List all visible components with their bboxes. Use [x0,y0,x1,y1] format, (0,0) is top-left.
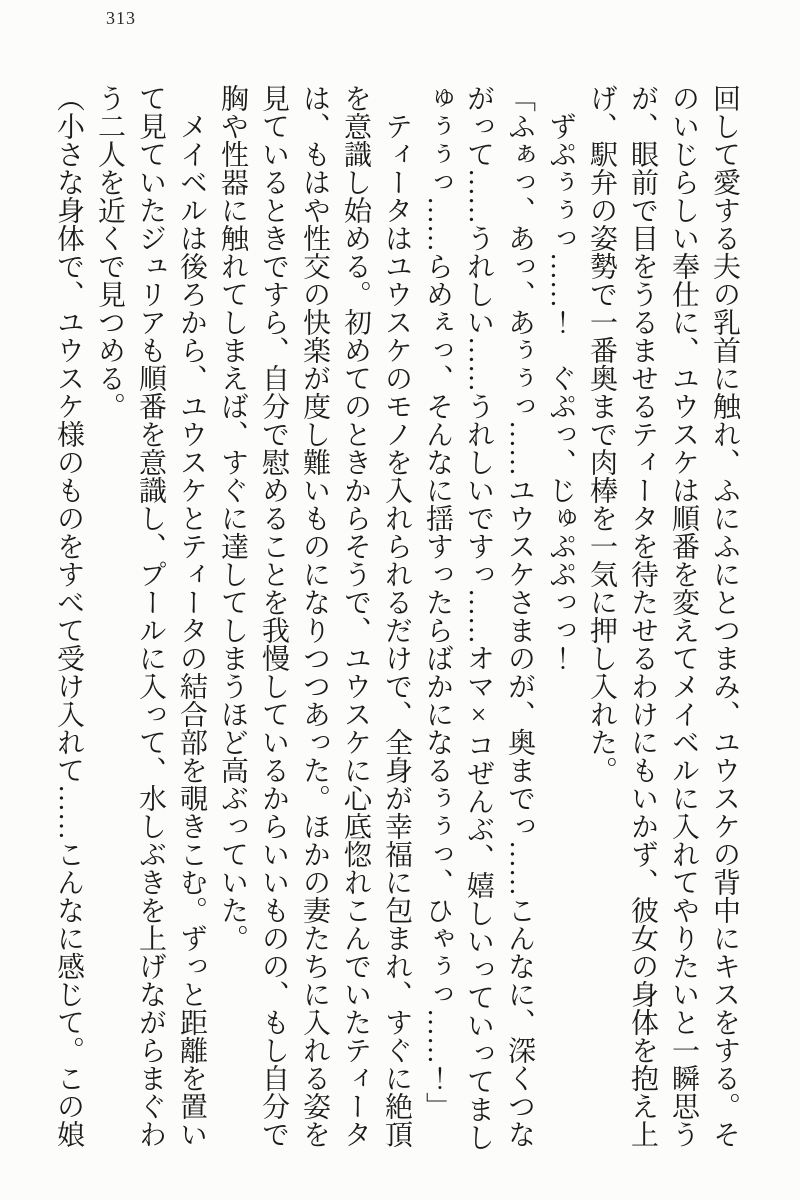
text-line: う二人を近くで見つめる。 [94,84,125,420]
text-line: ゅぅぅっ……らめぇっ、そんなに揺すったらばかになるぅぅっ、ひゃぅっ……！」 [422,84,453,1120]
text-line: が、眼前で目をうるませるティータを待たせるわけにもいかず、彼女の身体を抱え上 [627,84,658,1148]
text-line: のいじらしい奉仕に、ユウスケは順番を変えてメイベルに入れてやりたいと一瞬思う [668,84,699,1148]
text-line: 見ているときですら、自分で慰めることを我慢しているからいいものの、もし自分で [258,84,289,1148]
text-line: は、もはや性交の快楽が度し難いものになりつつあった。ほかの妻たちに入れる姿を [299,84,330,1148]
text-line: がって……うれしい……うれしいですっ……オマ×コぜんぶ、嬉しいっていってまし [463,84,494,1151]
text-line: て見ていたジュリアも順番を意識し、プールに入って、水しぶきを上げながらまぐわ [135,84,166,1148]
text-line: ずぷぅぅっ……！ ぐぷっ、じゅぷぷっっ！ [545,84,576,672]
text-line: （小さな身体で、ユウスケ様のものをすべて受け入れて……こんなに感じて。この娘 [53,84,84,1148]
text-line: を意識し始める。初めてのときからそうで、ユウスケに心底惚れこんでいたティータ [340,84,371,1148]
text-line: 「ふぁっ、あっ、あぅぅっ……ユウスケさまのが、奥までっ……こんなに、深くつな [504,84,535,1148]
text-line: 胸や性器に触れてしまえば、すぐに達してしまうほど高ぶっていた。 [217,84,248,952]
text-line: げ、駅弁の姿勢で一番奥まで肉棒を一気に押し入れた。 [586,84,617,784]
vertical-text-block [48,84,745,1151]
text-line: ティータはユウスケのモノを入れられるだけで、全身が幸福に包まれ、すぐに絶頂 [381,84,412,1148]
page-number: 313 [106,8,136,28]
text-line: メイベルは後ろから、ユウスケとティータの結合部を覗きこむ。ずっと距離を置い [176,84,207,1148]
text-line: 回して愛する夫の乳首に触れ、ふにふにとつまみ、ユウスケの背中にキスをする。そ [709,84,740,1148]
